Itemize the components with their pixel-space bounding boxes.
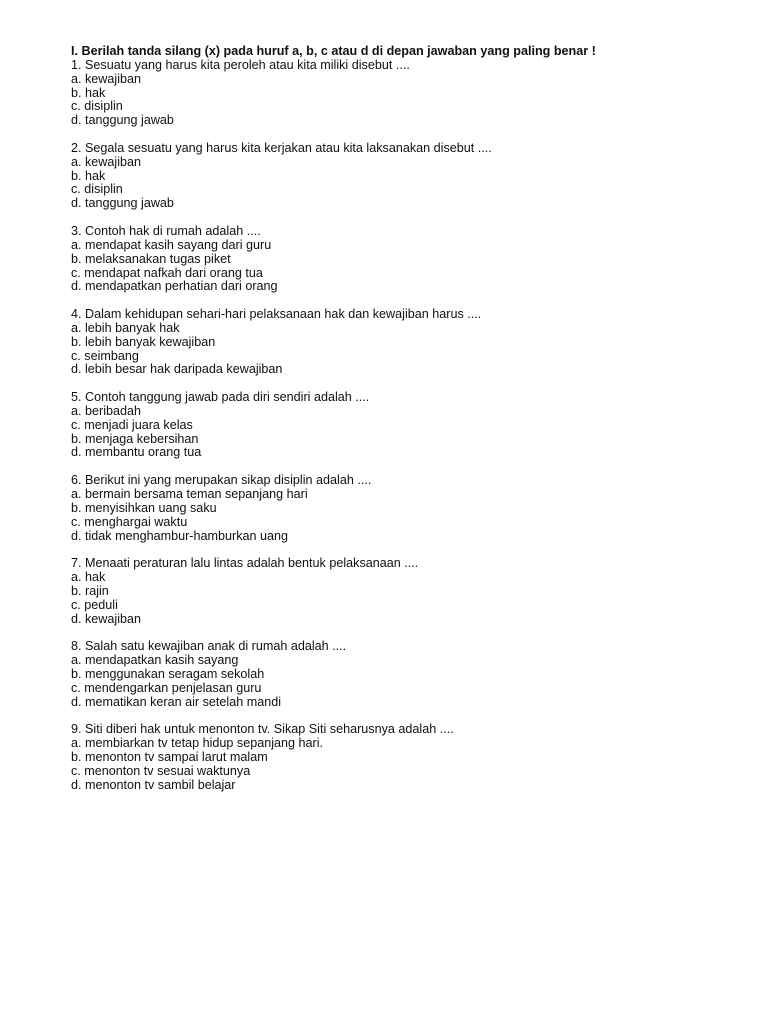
answer-option: b. hak <box>71 168 106 183</box>
answer-option: b. menyisihkan uang saku <box>71 500 217 515</box>
question-text: 8. Salah satu kewajiban anak di rumah adalah .... <box>71 639 347 654</box>
question-5 <box>71 391 596 460</box>
answer-option: c. peduli <box>71 597 118 612</box>
answer-option: b. menonton tv sampai larut malam <box>71 750 268 765</box>
question-text: 9. Siti diberi hak untuk menonton tv. Sikap Siti seharusnya adalah .... <box>71 722 454 737</box>
instruction-heading: I. Berilah tanda silang (x) pada huruf a, b, c atau d di depan jawaban yang paling benar ! <box>71 44 596 58</box>
answer-option: c. mendapat nafkah dari orang tua <box>71 265 263 280</box>
answer-option: c. menjadi juara kelas <box>71 417 193 432</box>
answer-option: a. kewajiban <box>71 71 142 86</box>
question-text: 4. Dalam kehidupan sehari-hari pelaksanaan hak dan kewajiban harus .... <box>71 307 482 322</box>
question-text: 3. Contoh hak di rumah adalah .... <box>71 223 261 238</box>
answer-option: d. membantu orang tua <box>71 445 202 460</box>
answer-option: c. menghargai waktu <box>71 514 188 529</box>
answer-option: b. menjaga kebersihan <box>71 431 199 446</box>
answer-option: a. mendapat kasih sayang dari guru <box>71 237 272 252</box>
answer-option: b. lebih banyak kewajiban <box>71 334 216 349</box>
answer-option: a. membiarkan tv tetap hidup sepanjang hari. <box>71 736 324 751</box>
answer-option: d. menonton tv sambil belajar <box>71 777 236 792</box>
answer-option: c. seimbang <box>71 348 139 363</box>
question-4 <box>71 308 596 377</box>
answer-option: c. disiplin <box>71 182 123 197</box>
answer-option: c. menonton tv sesuai waktunya <box>71 763 251 778</box>
question-text: 6. Berikut ini yang merupakan sikap disiplin adalah .... <box>71 473 372 488</box>
answer-option: d. tanggung jawab <box>71 196 174 211</box>
answer-option: a. hak <box>71 570 106 585</box>
question-9 <box>71 723 596 792</box>
worksheet <box>71 45 596 806</box>
answer-option: a. mendapatkan kasih sayang <box>71 653 239 668</box>
answer-option: d. mematikan keran air setelah mandi <box>71 694 281 709</box>
question-2 <box>71 142 596 211</box>
question-7 <box>71 557 596 626</box>
answer-option: c. mendengarkan penjelasan guru <box>71 680 262 695</box>
answer-option: a. kewajiban <box>71 154 142 169</box>
answer-option: b. melaksanakan tugas piket <box>71 251 231 266</box>
answer-option: b. hak <box>71 85 106 100</box>
answer-option: d. kewajiban <box>71 611 142 626</box>
answer-option: a. lebih banyak hak <box>71 320 180 335</box>
question-3 <box>71 225 596 294</box>
question-6 <box>71 474 596 543</box>
answer-option: c. disiplin <box>71 99 123 114</box>
answer-option: d. tanggung jawab <box>71 113 174 128</box>
question-text: 1. Sesuatu yang harus kita peroleh atau kita miliki disebut .... <box>71 57 410 72</box>
question-list <box>71 59 596 793</box>
question-text: 2. Segala sesuatu yang harus kita kerjakan atau kita laksanakan disebut .... <box>71 140 492 155</box>
answer-option: d. tidak menghambur-hamburkan uang <box>71 528 289 543</box>
answer-option: b. rajin <box>71 583 109 598</box>
answer-option: d. lebih besar hak daripada kewajiban <box>71 362 283 377</box>
answer-option: a. beribadah <box>71 403 142 418</box>
question-text: 7. Menaati peraturan lalu lintas adalah bentuk pelaksanaan .... <box>71 556 419 571</box>
question-8 <box>71 640 596 709</box>
question-text: 5. Contoh tanggung jawab pada diri sendiri adalah .... <box>71 390 370 405</box>
answer-option: a. bermain bersama teman sepanjang hari <box>71 487 308 501</box>
question-1 <box>71 59 596 128</box>
answer-option: d. mendapatkan perhatian dari orang <box>71 279 278 294</box>
answer-option: b. menggunakan seragam sekolah <box>71 666 265 681</box>
